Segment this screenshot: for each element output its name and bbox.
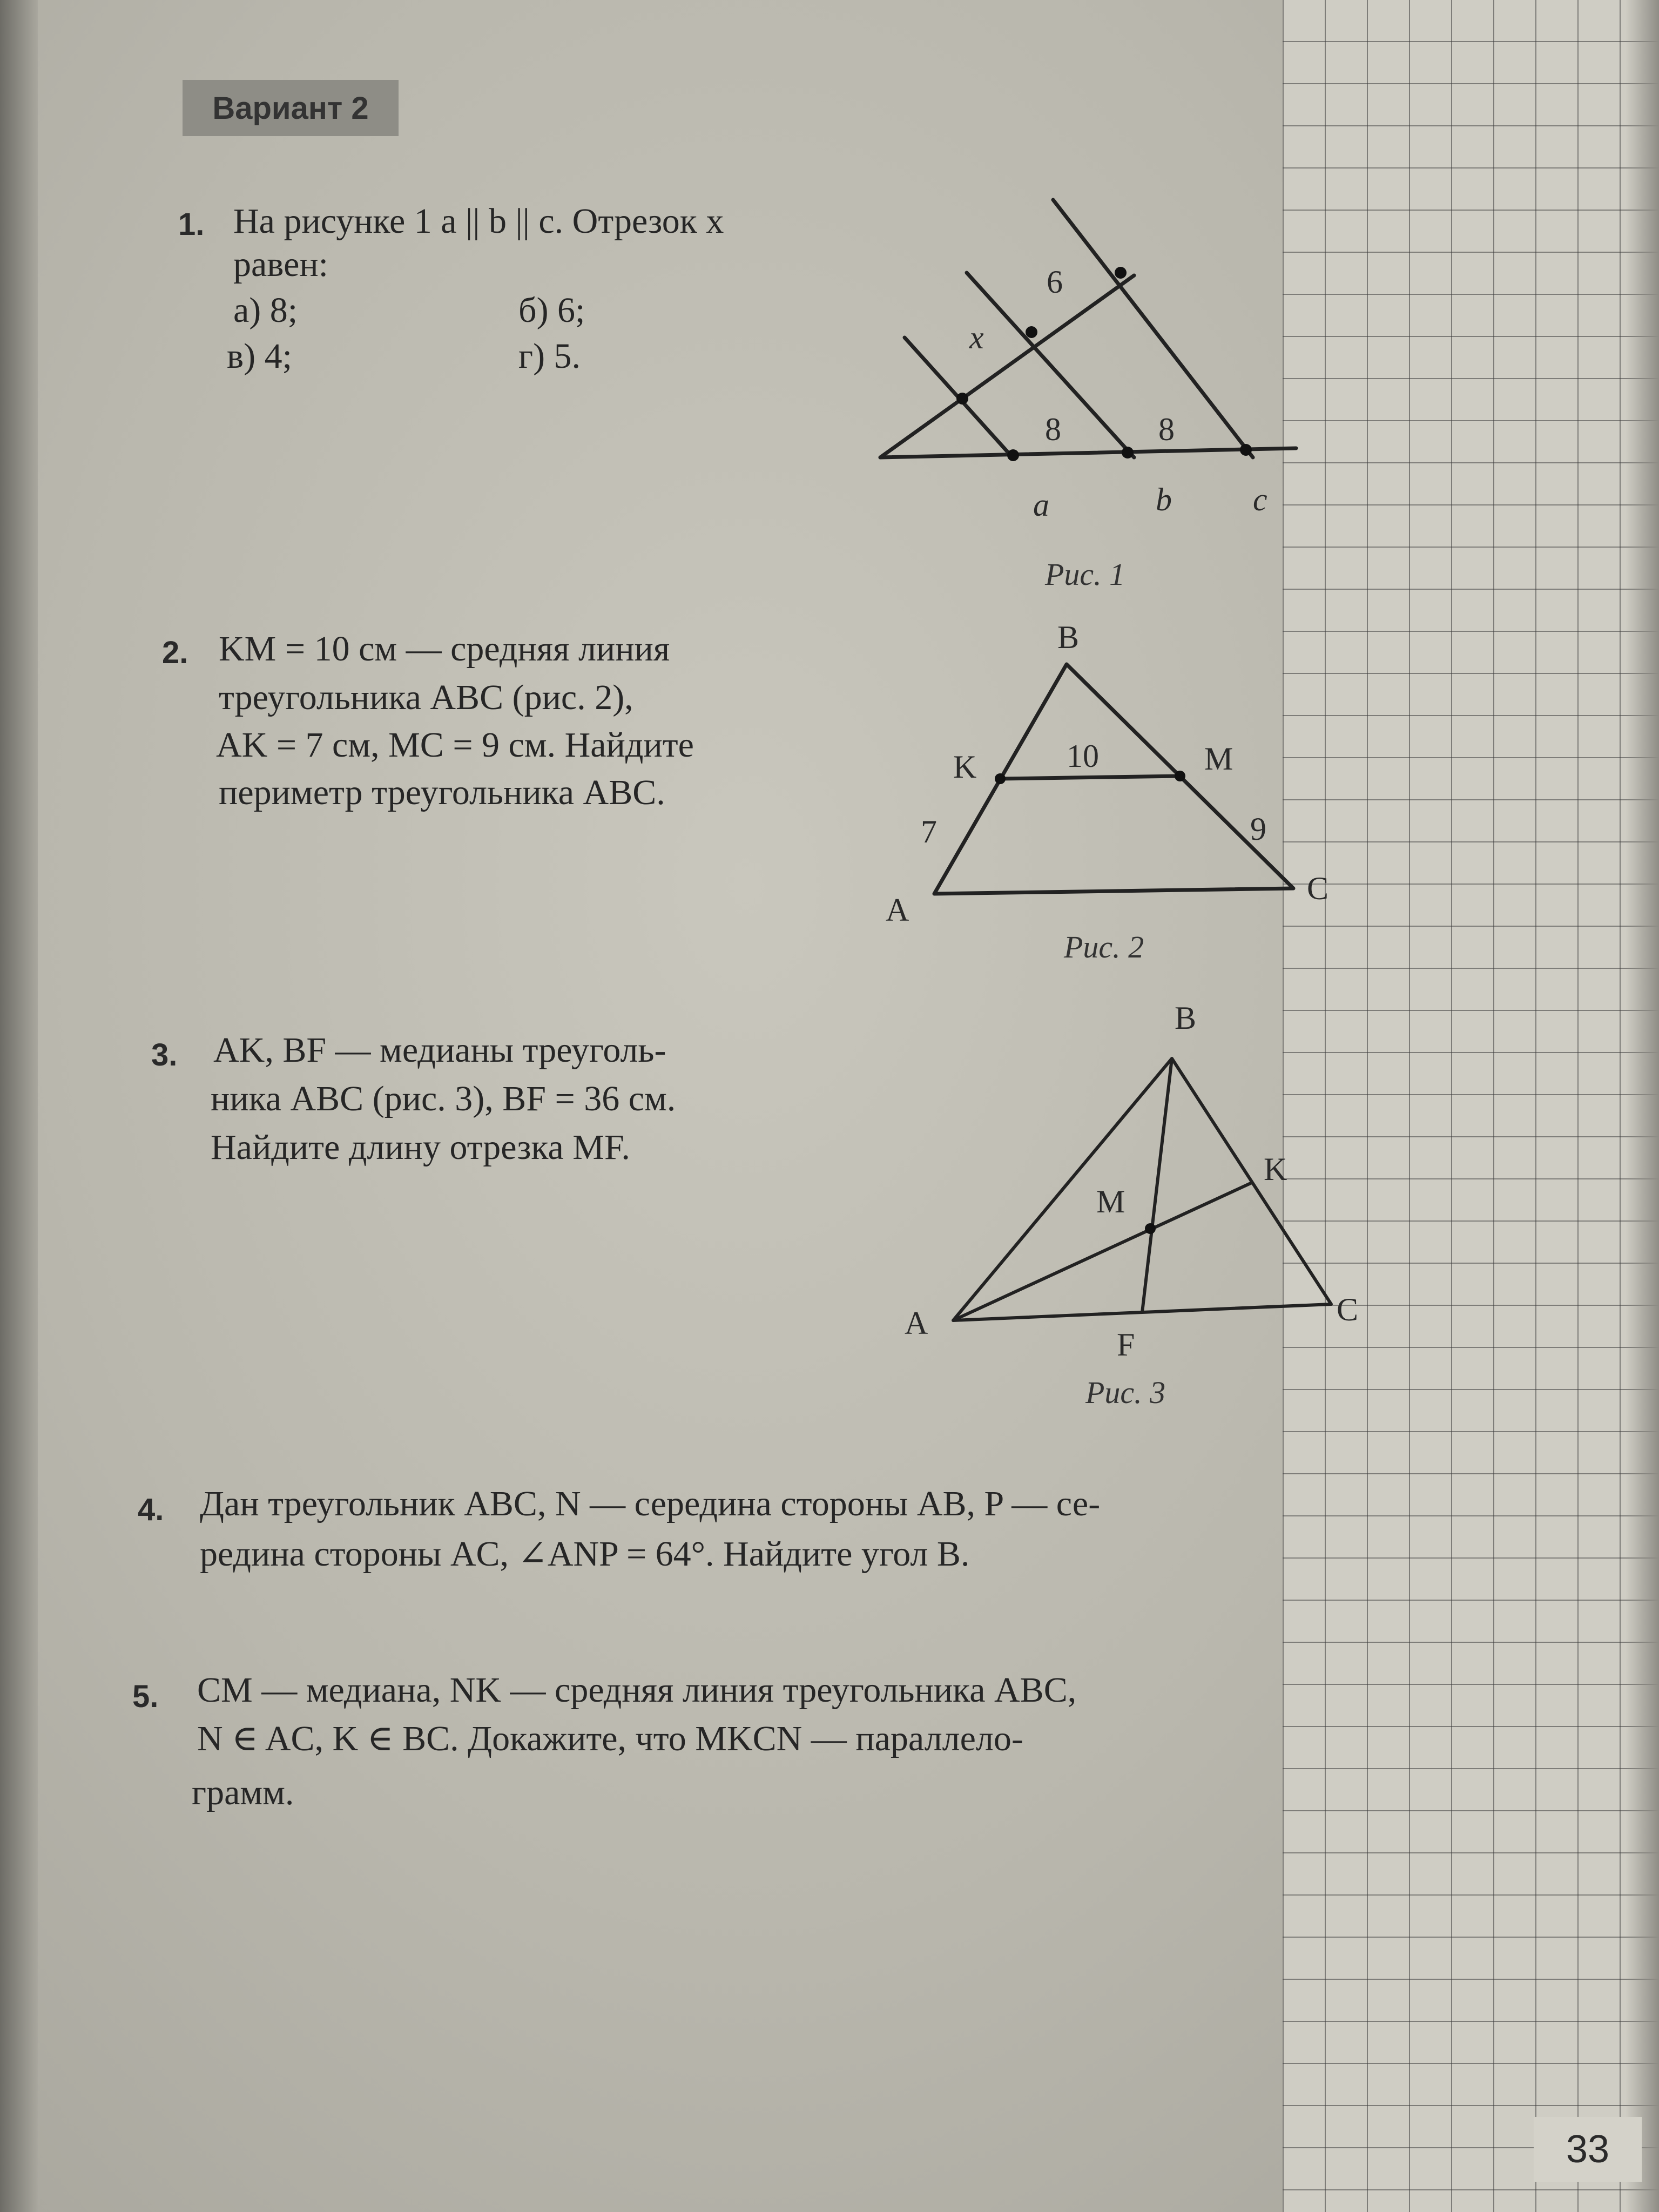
problem-2-line-1: KM = 10 см — средняя линия [219, 629, 670, 669]
fig2-label-7: 7 [921, 814, 937, 849]
fig3-label-c: C [1337, 1292, 1359, 1327]
fig1-point [1007, 449, 1019, 461]
problem-3-line-1: AK, BF — медианы треуголь- [213, 1030, 666, 1070]
figure-3 [896, 999, 1382, 1391]
problem-1-option-a: а) 8; [233, 291, 298, 330]
problem-2-line-3: AK = 7 см, MC = 9 см. Найдите [216, 725, 694, 765]
figure-1 [864, 194, 1307, 554]
fig2-label-c: C [1307, 871, 1329, 906]
problem-1-option-g: г) 5. [518, 336, 581, 376]
book-spine-shadow [0, 0, 38, 2212]
problem-4-line-2: редина стороны AC, ∠ANP = 64°. Найдите угол B. [200, 1534, 970, 1574]
fig1-label-c: c [1253, 482, 1267, 517]
fig2-label-m: M [1204, 741, 1233, 777]
fig3-median-bf [1142, 1058, 1172, 1312]
fig1-label-8b: 8 [1158, 412, 1175, 447]
fig1-line-c [1053, 200, 1253, 457]
problem-5-number: 5. [132, 1679, 159, 1714]
figure-2-caption: Рис. 2 [1064, 929, 1144, 965]
fig2-point-k [995, 773, 1006, 784]
fig1-base-line [880, 448, 1296, 457]
problem-5-line-1: CM — медиана, NK — средняя линия треугольника ABC, [197, 1670, 1077, 1710]
problem-1-option-b: б) 6; [518, 291, 585, 330]
problem-2-number: 2. [162, 635, 188, 670]
fig1-transversal [880, 275, 1134, 457]
figure-1-caption: Рис. 1 [1045, 557, 1125, 592]
fig1-label-b: b [1156, 482, 1172, 517]
fig3-label-a: A [905, 1305, 928, 1341]
page-number: 33 [1534, 2117, 1642, 2182]
fig2-label-b: B [1057, 619, 1080, 655]
problem-1-line-2: равен: [233, 245, 329, 284]
problem-5-line-3: грамм. [192, 1773, 294, 1812]
fig2-midline [1000, 776, 1180, 779]
figure-3-caption: Рис. 3 [1085, 1375, 1166, 1410]
problem-1-option-v: в) 4; [227, 336, 292, 376]
problem-2-line-2: треугольника ABC (рис. 2), [219, 678, 633, 717]
fig2-label-k: K [953, 749, 977, 785]
figure-2 [886, 616, 1329, 942]
fig1-point [956, 393, 968, 404]
fig3-label-b: B [1175, 1000, 1197, 1036]
problem-1-line-1: На рисунке 1 a || b || c. Отрезок x [233, 201, 724, 241]
fig2-point-m [1175, 771, 1185, 781]
fig3-triangle [953, 1058, 1331, 1320]
fig2-label-a: A [886, 892, 909, 928]
fig2-triangle [934, 664, 1293, 894]
fig3-point-m [1145, 1223, 1156, 1234]
problem-1-number: 1. [178, 207, 205, 242]
fig1-label-6: 6 [1047, 264, 1063, 300]
fig1-label-8a: 8 [1045, 412, 1061, 447]
problem-3-line-2: ника ABC (рис. 3), BF = 36 см. [211, 1079, 676, 1118]
fig3-label-k: K [1264, 1151, 1287, 1187]
fig3-label-f: F [1117, 1327, 1135, 1363]
fig1-point [1115, 267, 1127, 279]
fig3-label-m: M [1096, 1184, 1125, 1219]
fig2-label-9: 9 [1250, 811, 1266, 847]
problem-3-number: 3. [151, 1037, 178, 1073]
fig1-point [1240, 444, 1252, 456]
problem-4-line-1: Дан треугольник ABC, N — середина стороны AB, P — се- [200, 1484, 1101, 1523]
problem-3-line-3: Найдите длину отрезка MF. [211, 1128, 630, 1167]
problem-4-number: 4. [138, 1492, 164, 1527]
fig1-point [1122, 447, 1134, 458]
page-edge-shadow [1626, 0, 1659, 2212]
variant-header: Вариант 2 [183, 80, 399, 136]
problem-2-line-4: периметр треугольника ABC. [219, 773, 665, 812]
fig1-label-x: x [969, 320, 984, 355]
fig2-label-10: 10 [1067, 738, 1099, 774]
problem-5-line-2: N ∈ AC, K ∈ BC. Докажите, что MKCN — параллело- [197, 1719, 1023, 1758]
fig1-label-a: a [1033, 487, 1049, 523]
fig1-point [1026, 326, 1037, 338]
